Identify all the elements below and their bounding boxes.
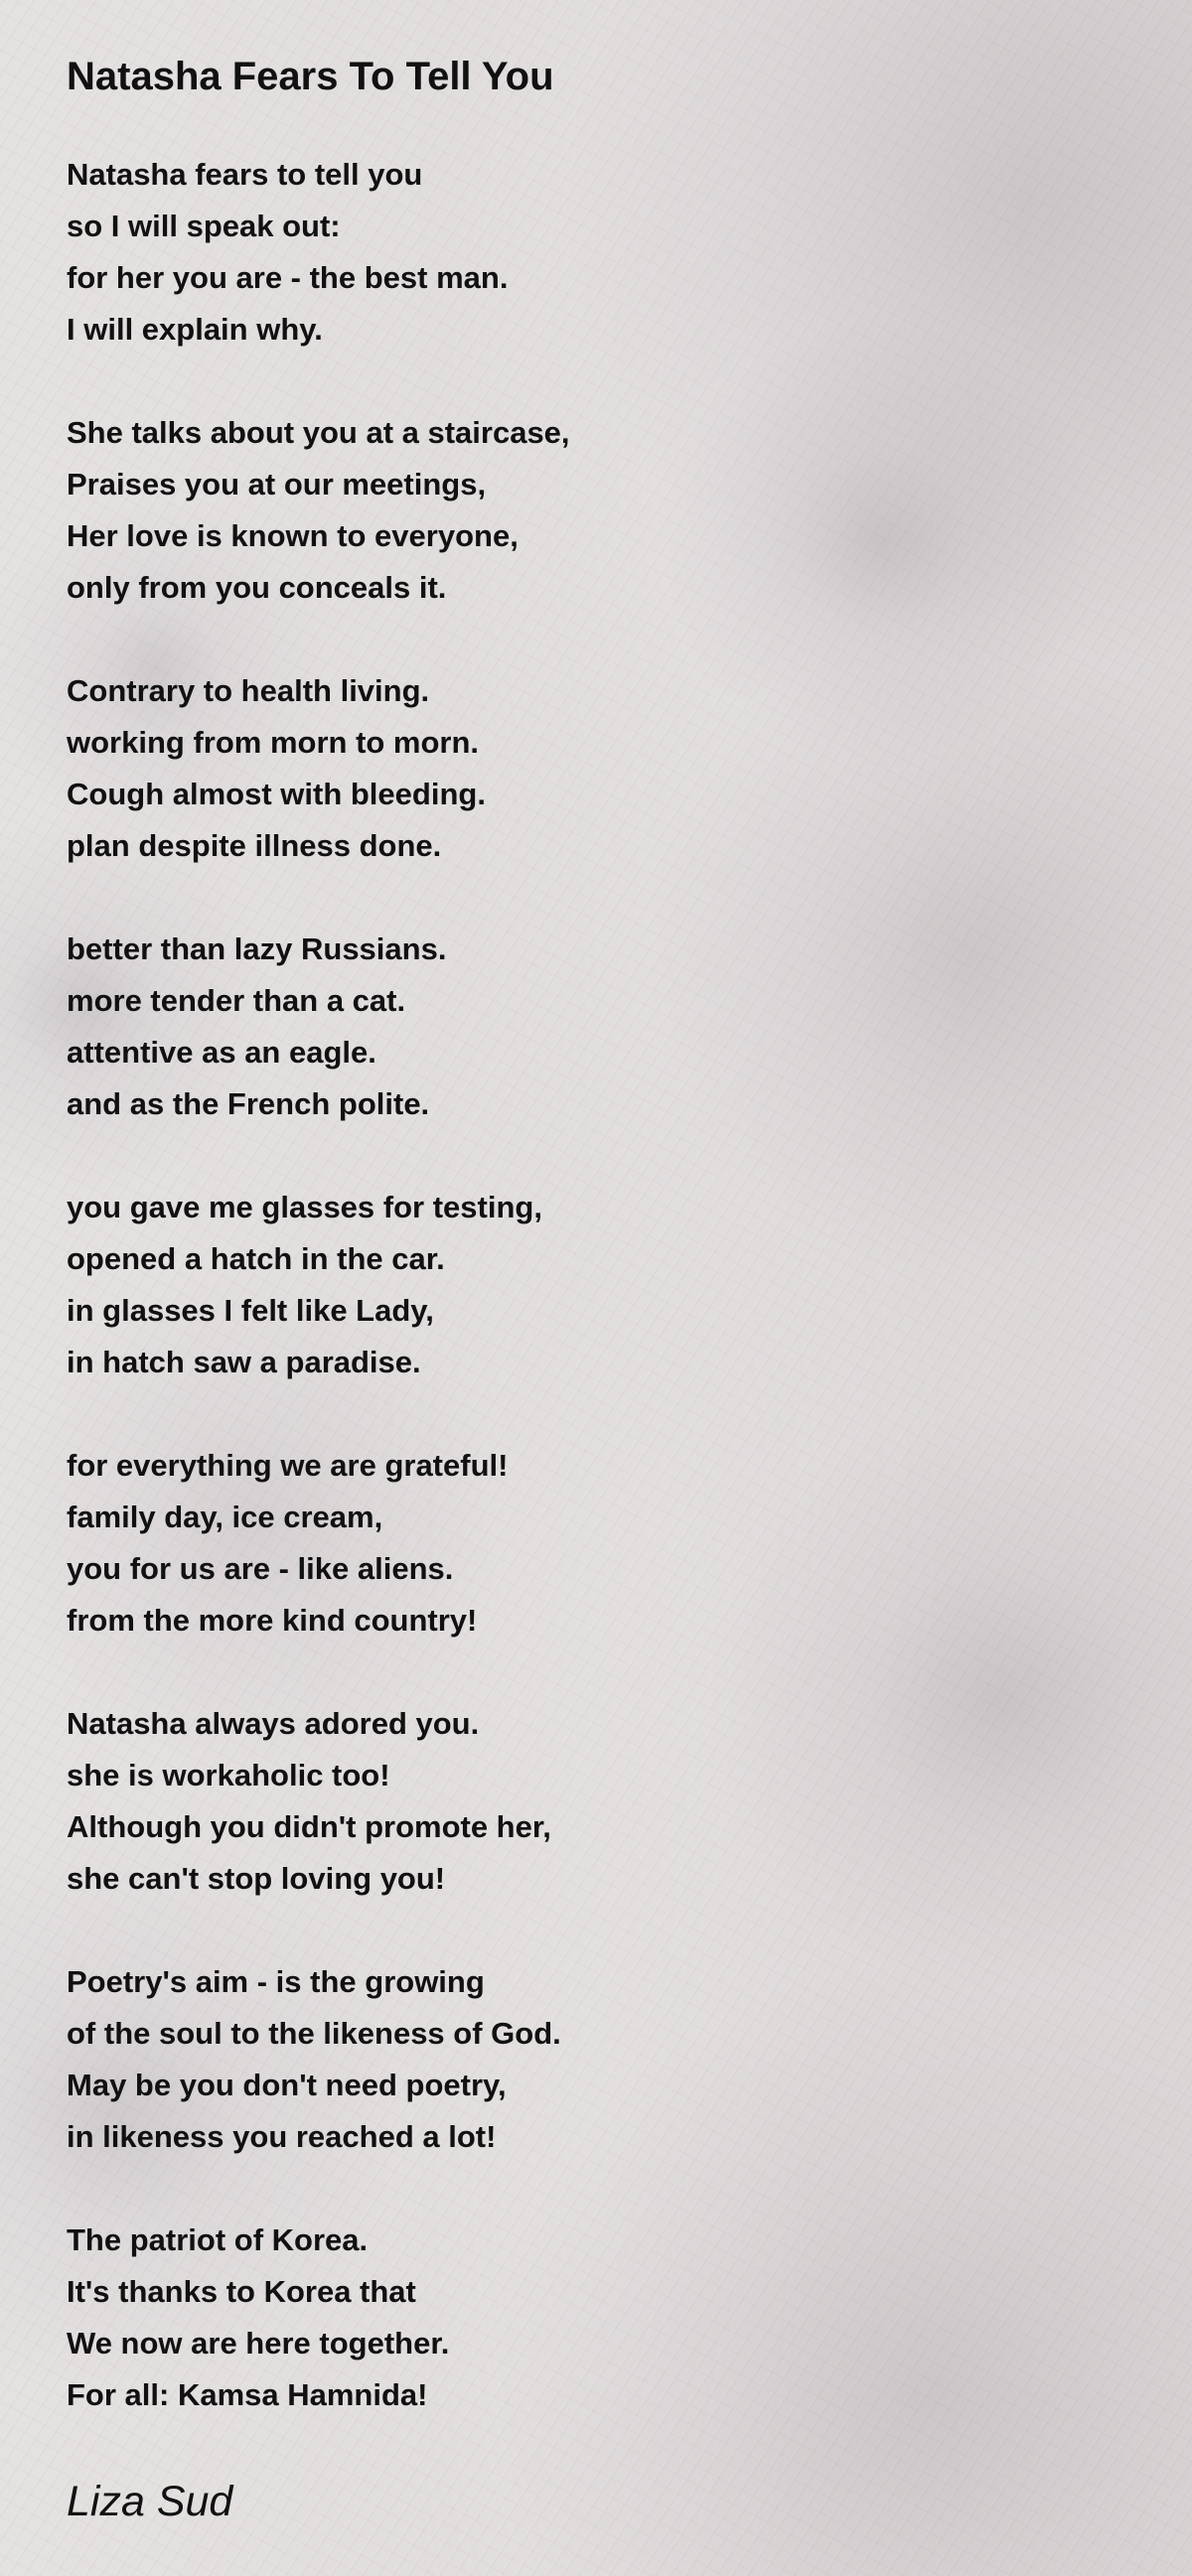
poem-line: She talks about you at a staircase, xyxy=(67,415,570,450)
poem-line: Cough almost with bleeding. xyxy=(67,777,486,811)
poem-line: from the more kind country! xyxy=(67,1603,478,1638)
poem-line: Natasha always adored you. xyxy=(67,1706,480,1741)
poem-line: you for us are - like aliens. xyxy=(67,1551,454,1586)
poem-line: she is workaholic too! xyxy=(67,1758,390,1792)
poem-line: Praises you at our meetings, xyxy=(67,467,487,501)
stanza-4 xyxy=(67,924,1100,1130)
poem-line: May be you don't need poetry, xyxy=(67,2068,507,2102)
poem-line: and as the French polite. xyxy=(67,1086,430,1121)
poem-line: opened a hatch in the car. xyxy=(67,1241,445,1276)
poem-line: in hatch saw a paradise. xyxy=(67,1345,421,1379)
poem-line: Her love is known to everyone, xyxy=(67,518,519,553)
poem-line: attentive as an eagle. xyxy=(67,1035,376,1070)
poem-line: better than lazy Russians. xyxy=(67,931,447,966)
poem-line: of the soul to the likeness of God. xyxy=(67,2016,561,2051)
poem-line: I will explain why. xyxy=(67,312,323,347)
poem-line: We now are here together. xyxy=(67,2326,450,2361)
poem-line: more tender than a cat. xyxy=(67,983,406,1018)
poem-line: working from morn to morn. xyxy=(67,725,480,760)
poem-line: so I will speak out: xyxy=(67,209,341,243)
poem-line: For all: Kamsa Hamnida! xyxy=(67,2377,428,2412)
poem-line: for her you are - the best man. xyxy=(67,260,509,295)
poem-line: she can't stop loving you! xyxy=(67,1861,446,1896)
stanza-8 xyxy=(67,1956,1100,2163)
stanza-6 xyxy=(67,1440,1100,1646)
poem-line: only from you conceals it. xyxy=(67,570,447,605)
stanza-7 xyxy=(67,1698,1100,1905)
poem-line: you gave me glasses for testing, xyxy=(67,1190,542,1224)
poem-line: for everything we are grateful! xyxy=(67,1448,509,1483)
poem-line: Although you didn't promote her, xyxy=(67,1809,551,1844)
stanza-9 xyxy=(67,2215,1100,2421)
poem-line: in likeness you reached a lot! xyxy=(67,2119,497,2154)
poem-page xyxy=(67,44,1100,2530)
stanza-5 xyxy=(67,1182,1100,1388)
poem-line: Poetry's aim - is the growing xyxy=(67,1964,485,1999)
poem-line: The patriot of Korea. xyxy=(67,2222,369,2257)
poem-line: plan despite illness done. xyxy=(67,828,442,863)
poem-body xyxy=(67,149,1100,2421)
stanza-2 xyxy=(67,407,1100,614)
poem-line: in glasses I felt like Lady, xyxy=(67,1293,434,1328)
poem-line: Natasha fears to tell you xyxy=(67,157,423,192)
poem-line: family day, ice cream, xyxy=(67,1500,383,1534)
stanza-3 xyxy=(67,665,1100,872)
stanza-1 xyxy=(67,149,1100,356)
poem-line: Contrary to health living. xyxy=(67,673,430,708)
poem-title: Natasha Fears To Tell You xyxy=(67,55,554,98)
poem-line: It's thanks to Korea that xyxy=(67,2274,416,2309)
poem-author: Liza Sud xyxy=(67,2478,233,2525)
